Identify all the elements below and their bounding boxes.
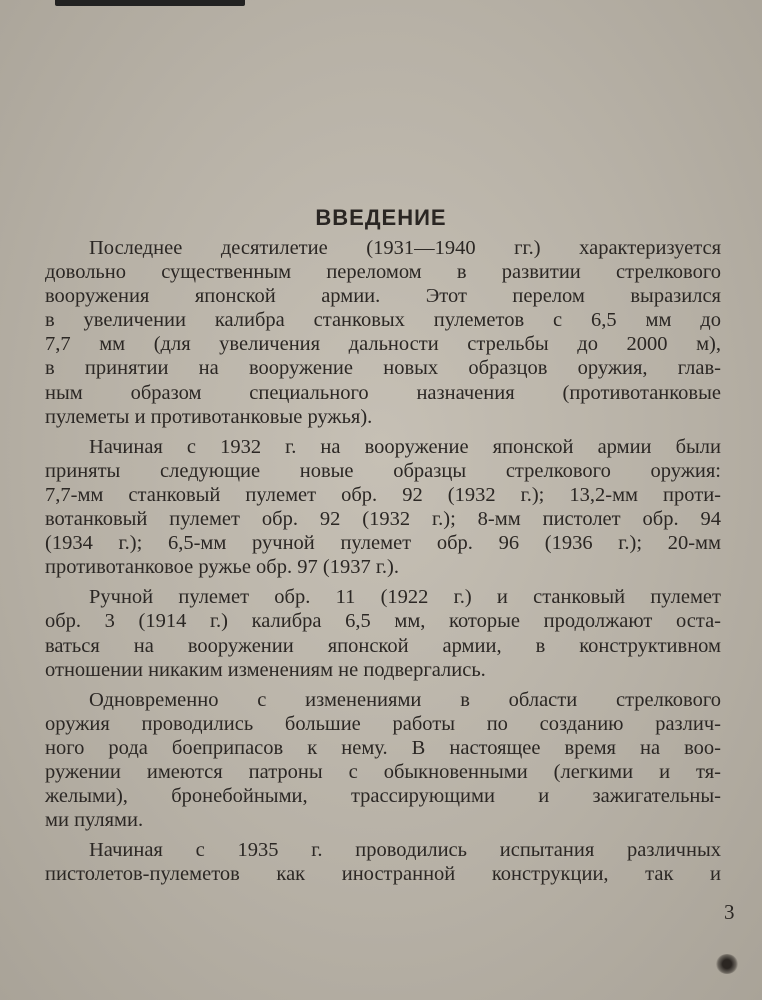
paragraph [45, 838, 721, 886]
text-line: оружия проводились большие работы по созданию различ- [45, 712, 721, 735]
paragraph [45, 688, 721, 833]
paragraph [45, 236, 721, 429]
text-line: ного рода боеприпасов к нему. В настоящее время на воо- [45, 736, 721, 759]
text-line: ружении имеются патроны с обыкновенными (легкими и тя- [45, 760, 721, 783]
text-line: приняты следующие новые образцы стрелкового оружия: [45, 459, 721, 482]
text-line: ным образом специального назначения (противотанковые [45, 381, 721, 404]
text-line: в увеличении калибра станковых пулеметов с 6,5 мм до [45, 309, 721, 332]
text-line: пулеметы и противотанковые ружья). [45, 405, 373, 428]
text-line: Начиная с 1935 г. проводились испытания различных [89, 839, 721, 862]
ink-stain [716, 954, 738, 974]
text-line: пистолетов-пулеметов как иностранной конструкции, так и [45, 863, 721, 886]
text-line: 7,7 мм (для увеличения дальности стрельбы до 2000 м), [45, 333, 721, 356]
page-number: 3 [724, 900, 735, 924]
top-rule [55, 0, 245, 6]
text-line: вотанковый пулемет обр. 92 (1932 г.); 8-мм пистолет обр. 94 [45, 508, 721, 531]
text-line: противотанковое ружье обр. 97 (1937 г.). [45, 556, 399, 579]
text-line: Последнее десятилетие (1931—1940 гг.) характеризуется [89, 237, 721, 259]
text-line: в принятии на вооружение новых образцов оружия, глав- [45, 357, 721, 380]
page-title: ВВЕДЕНИЕ [315, 204, 447, 230]
paragraph [45, 435, 721, 580]
text-line: ми пулями. [45, 809, 144, 832]
text-line: довольно существенным переломом в развитии стрелкового [45, 261, 721, 284]
text-line: отношении никаким изменениям не подвергались. [45, 658, 486, 681]
text-line: Начиная с 1932 г. на вооружение японской армии были [89, 435, 721, 458]
text-line: (1934 г.); 6,5-мм ручной пулемет обр. 96 (1936 г.); 20-мм [45, 532, 721, 555]
text-line: желыми), бронебойными, трассирующими и зажигательны- [45, 785, 721, 808]
body-text [45, 236, 721, 892]
text-line: Ручной пулемет обр. 11 (1922 г.) и станковый пулемет [89, 586, 721, 609]
text-line: обр. 3 (1914 г.) калибра 6,5 мм, которые продолжают оста- [45, 610, 721, 633]
paragraph [45, 585, 721, 681]
text-line: Одновременно с изменениями в области стрелкового [89, 688, 721, 711]
text-line: 7,7-мм станковый пулемет обр. 92 (1932 г.); 13,2-мм проти- [45, 483, 721, 506]
text-line: вооружения японской армии. Этот перелом выразился [45, 285, 721, 308]
text-line: ваться на вооружении японской армии, в конструктивном [45, 634, 721, 657]
